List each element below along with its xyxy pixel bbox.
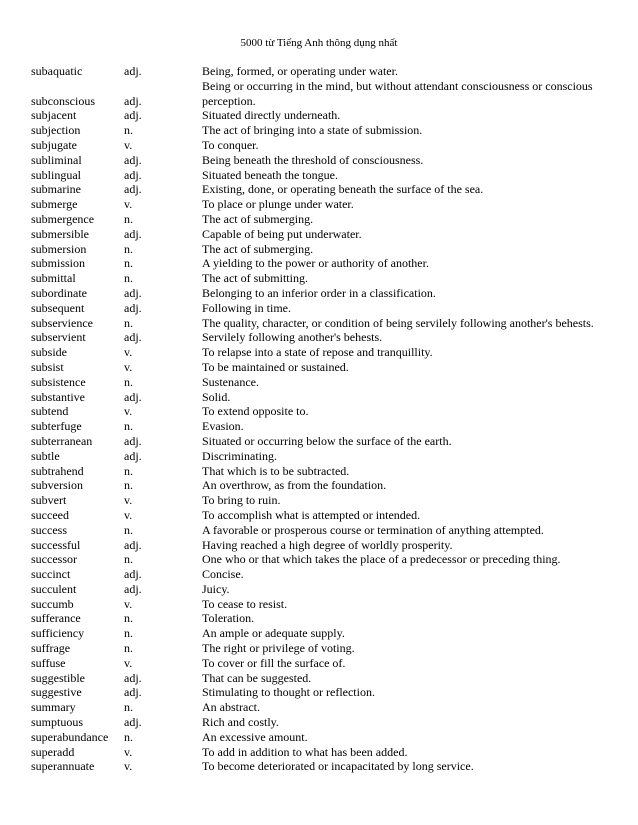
entry-word: successor <box>31 552 77 567</box>
entry-part-of-speech: adj. <box>124 285 142 300</box>
entry-part-of-speech: n. <box>124 611 133 626</box>
entry-definition: The act of bringing into a state of submission. <box>202 123 423 138</box>
entry-word: subside <box>31 345 67 360</box>
entry-definition: To bring to ruin. <box>202 493 281 508</box>
entry-word: subterranean <box>31 433 93 448</box>
entry-part-of-speech: n. <box>124 641 133 656</box>
entry-word: superabundance <box>31 729 109 744</box>
entry-definition: To extend opposite to. <box>202 404 309 419</box>
entry-definition: To cease to resist. <box>202 596 288 611</box>
entry-definition: The act of submerging. <box>202 241 314 256</box>
entry-part-of-speech: adj. <box>124 152 142 167</box>
entry-word: subordinate <box>31 285 87 300</box>
entry-definition: An overthrow, as from the foundation. <box>202 478 387 493</box>
entry-part-of-speech: adj. <box>124 567 142 582</box>
entry-part-of-speech: n. <box>124 700 133 715</box>
list-item <box>0 745 638 760</box>
list-item <box>0 567 638 582</box>
entry-definition: The right or privilege of voting. <box>202 641 355 656</box>
entry-word: subservience <box>31 315 93 330</box>
entry-definition: Evasion. <box>202 419 244 434</box>
entry-word: subtend <box>31 404 69 419</box>
entry-part-of-speech: adj. <box>124 581 142 596</box>
entry-definition: To conquer. <box>202 137 259 152</box>
entry-definition: That which is to be subtracted. <box>202 463 350 478</box>
list-item <box>0 345 638 360</box>
entry-part-of-speech: adj. <box>124 108 142 123</box>
list-item <box>0 286 638 301</box>
entry-part-of-speech: v. <box>124 596 133 611</box>
entry-part-of-speech: adj. <box>124 715 142 730</box>
entry-definition: Having reached a high degree of worldly prosperity. <box>202 537 453 552</box>
list-item <box>0 538 638 553</box>
entry-definition: Servilely following another's behests. <box>202 330 383 345</box>
entry-part-of-speech: n. <box>124 478 133 493</box>
list-item <box>0 656 638 671</box>
entry-word: submission <box>31 256 86 271</box>
list-item <box>0 508 638 523</box>
entry-definition: Juicy. <box>202 581 230 596</box>
entry-word: subservient <box>31 330 86 345</box>
list-item <box>0 301 638 316</box>
entry-definition: Existing, done, or operating beneath the surface of the sea. <box>202 182 484 197</box>
entry-part-of-speech: adj. <box>124 537 142 552</box>
entry-definition: Being beneath the threshold of consciousness. <box>202 152 424 167</box>
entry-part-of-speech: v. <box>124 507 133 522</box>
entry-definition: Belonging to an inferior order in a classification. <box>202 285 436 300</box>
list-item <box>0 227 638 242</box>
list-item <box>0 434 638 449</box>
list-item <box>0 493 638 508</box>
entry-definition: Toleration. <box>202 611 255 626</box>
entry-part-of-speech: n. <box>124 123 133 138</box>
entry-part-of-speech: v. <box>124 759 133 774</box>
entry-word: submittal <box>31 271 76 286</box>
entry-definition: To relapse into a state of repose and tranquillity. <box>202 345 433 360</box>
entry-part-of-speech: v. <box>124 345 133 360</box>
entry-part-of-speech: n. <box>124 211 133 226</box>
list-item <box>0 552 638 567</box>
entry-part-of-speech: v. <box>124 197 133 212</box>
entry-definition: An excessive amount. <box>202 729 308 744</box>
entry-part-of-speech: n. <box>124 315 133 330</box>
entry-definition: A yielding to the power or authority of another. <box>202 256 429 271</box>
entry-definition: To be maintained or sustained. <box>202 359 349 374</box>
entry-part-of-speech: n. <box>124 552 133 567</box>
entry-part-of-speech: adj. <box>124 182 142 197</box>
entry-word: subvert <box>31 493 67 508</box>
entry-part-of-speech: n. <box>124 522 133 537</box>
entry-word: subliminal <box>31 152 82 167</box>
entry-definition: Being, formed, or operating under water. <box>202 64 398 78</box>
entry-word: suggestible <box>31 670 85 685</box>
list-item <box>0 597 638 612</box>
entry-definition: That can be suggested. <box>202 670 312 685</box>
entry-definition: Concise. <box>202 567 244 582</box>
entry-word: subjection <box>31 123 81 138</box>
list-item <box>0 523 638 538</box>
entry-word: succumb <box>31 596 74 611</box>
list-item <box>0 478 638 493</box>
list-item <box>0 641 638 656</box>
entry-part-of-speech: adj. <box>124 226 142 241</box>
entry-part-of-speech: adj. <box>124 167 142 182</box>
list-item <box>0 256 638 271</box>
entry-word: subtrahend <box>31 463 84 478</box>
entry-definition: Following in time. <box>202 300 292 315</box>
entry-word: sufficiency <box>31 626 85 641</box>
entry-list <box>0 64 638 774</box>
entry-definition: The act of submerging. <box>202 211 314 226</box>
entry-definition: One who or that which takes the place of a predecessor or preceding thing. <box>202 552 561 567</box>
list-item <box>0 212 638 227</box>
list-item <box>0 197 638 212</box>
entry-definition: To add in addition to what has been added. <box>202 744 408 759</box>
entry-part-of-speech: n. <box>124 626 133 641</box>
entry-definition: The quality, character, or condition of being servilely following another's behests. <box>202 315 594 330</box>
entry-word: superannuate <box>31 759 95 774</box>
entry-word: subsistence <box>31 374 86 389</box>
list-item <box>0 375 638 390</box>
entry-word: submergence <box>31 211 95 226</box>
entry-word: sufferance <box>31 611 81 626</box>
entry-definition: Situated or occurring below the surface of the earth. <box>202 433 452 448</box>
entry-word: subaquatic <box>31 64 83 78</box>
list-item <box>0 79 638 109</box>
entry-part-of-speech: v. <box>124 137 133 152</box>
entry-definition: To place or plunge under water. <box>202 197 354 212</box>
list-item <box>0 626 638 641</box>
entry-word: succulent <box>31 581 77 596</box>
entry-definition: Stimulating to thought or reflection. <box>202 685 375 700</box>
entry-part-of-speech: v. <box>124 404 133 419</box>
entry-definition: Sustenance. <box>202 374 259 389</box>
entry-part-of-speech: adj. <box>124 448 142 463</box>
entry-part-of-speech: adj. <box>124 300 142 315</box>
list-item <box>0 730 638 745</box>
entry-word: subconscious <box>31 93 95 108</box>
entry-part-of-speech: v. <box>124 359 133 374</box>
list-item <box>0 611 638 626</box>
entry-word: subtle <box>31 448 60 463</box>
entry-part-of-speech: adj. <box>124 389 142 404</box>
list-item <box>0 582 638 597</box>
list-item <box>0 715 638 730</box>
list-item <box>0 64 638 79</box>
list-item <box>0 685 638 700</box>
entry-part-of-speech: n. <box>124 419 133 434</box>
list-item <box>0 153 638 168</box>
list-item <box>0 404 638 419</box>
entry-part-of-speech: v. <box>124 655 133 670</box>
entry-word: submarine <box>31 182 81 197</box>
list-item <box>0 464 638 479</box>
entry-part-of-speech: adj. <box>124 433 142 448</box>
entry-definition: Solid. <box>202 389 231 404</box>
entry-part-of-speech: adj. <box>124 93 142 108</box>
entry-part-of-speech: adj. <box>124 64 142 78</box>
entry-part-of-speech: v. <box>124 493 133 508</box>
page-header <box>0 37 638 50</box>
entry-part-of-speech: adj. <box>124 670 142 685</box>
entry-word: submersion <box>31 241 87 256</box>
list-item <box>0 330 638 345</box>
list-item <box>0 182 638 197</box>
list-item <box>0 419 638 434</box>
entry-word: subsist <box>31 359 64 374</box>
entry-definition: Situated beneath the tongue. <box>202 167 338 182</box>
list-item <box>0 316 638 331</box>
entry-part-of-speech: n. <box>124 271 133 286</box>
list-item <box>0 123 638 138</box>
entry-word: succinct <box>31 567 71 582</box>
entry-word: subjacent <box>31 108 77 123</box>
list-item <box>0 390 638 405</box>
entry-word: success <box>31 522 67 537</box>
entry-word: substantive <box>31 389 85 404</box>
list-item <box>0 360 638 375</box>
entry-part-of-speech: n. <box>124 374 133 389</box>
entry-word: successful <box>31 537 81 552</box>
page-title: 5000 từ Tiếng Anh thông dụng nhất <box>240 37 398 49</box>
list-item <box>0 671 638 686</box>
entry-word: superadd <box>31 744 75 759</box>
entry-part-of-speech: n. <box>124 256 133 271</box>
entry-part-of-speech: n. <box>124 463 133 478</box>
entry-word: summary <box>31 700 76 715</box>
entry-definition: Capable of being put underwater. <box>202 226 362 241</box>
list-item <box>0 242 638 257</box>
entry-part-of-speech: adj. <box>124 685 142 700</box>
list-item <box>0 108 638 123</box>
entry-word: suffuse <box>31 655 66 670</box>
entry-definition: Being or occurring in the mind, but without attendant consciousness or conscious perception. <box>202 78 593 108</box>
entry-word: subsequent <box>31 300 85 315</box>
entry-part-of-speech: adj. <box>124 330 142 345</box>
entry-part-of-speech: v. <box>124 744 133 759</box>
entry-part-of-speech: n. <box>124 241 133 256</box>
entry-word: succeed <box>31 507 69 522</box>
entry-word: subterfuge <box>31 419 82 434</box>
entry-definition: To accomplish what is attempted or intended. <box>202 507 421 522</box>
entry-definition: The act of submitting. <box>202 271 308 286</box>
entry-definition: An abstract. <box>202 700 260 715</box>
entry-word: submersible <box>31 226 89 241</box>
list-item <box>0 700 638 715</box>
list-item <box>0 168 638 183</box>
entry-word: sumptuous <box>31 715 84 730</box>
entry-definition: To cover or fill the surface of. <box>202 655 346 670</box>
entry-definition: A favorable or prosperous course or termination of anything attempted. <box>202 522 544 537</box>
entry-word: sublingual <box>31 167 81 182</box>
entry-word: submerge <box>31 197 78 212</box>
entry-definition: Situated directly underneath. <box>202 108 341 123</box>
entry-word: subversion <box>31 478 83 493</box>
entry-word: subjugate <box>31 137 77 152</box>
entry-definition: An ample or adequate supply. <box>202 626 345 641</box>
list-item <box>0 449 638 464</box>
list-item <box>0 138 638 153</box>
entry-word: suffrage <box>31 641 71 656</box>
entry-word: suggestive <box>31 685 82 700</box>
list-item <box>0 271 638 286</box>
entry-definition: Discriminating. <box>202 448 277 463</box>
list-item <box>0 759 638 774</box>
entry-definition: Rich and costly. <box>202 715 279 730</box>
entry-definition: To become deteriorated or incapacitated by long service. <box>202 759 474 774</box>
entry-part-of-speech: n. <box>124 729 133 744</box>
